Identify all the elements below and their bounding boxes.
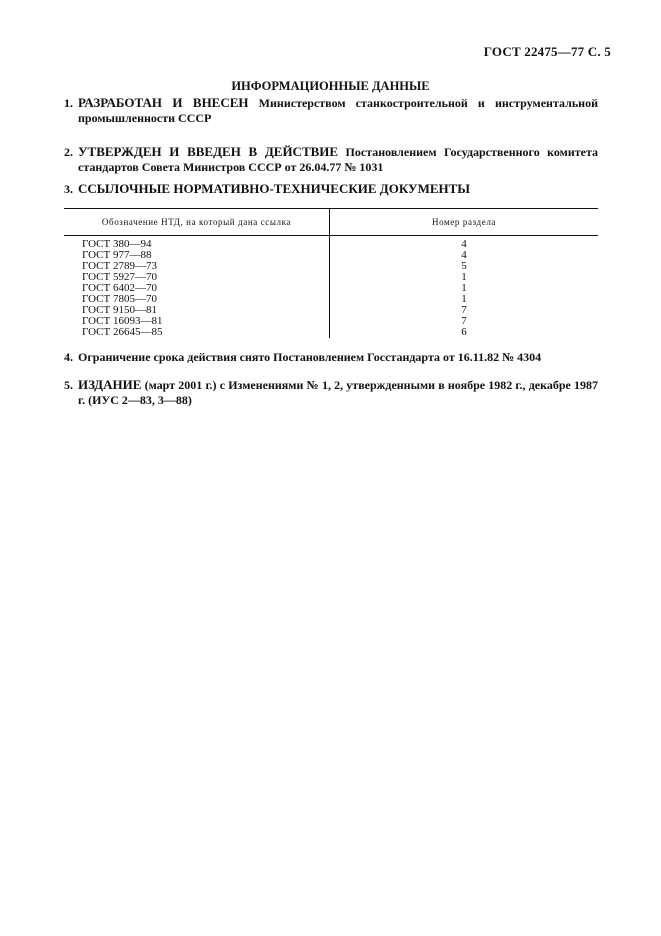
section-cell: 5 [461,260,467,272]
column-header-document: Обозначение НТД, на который дана ссылка [64,209,330,236]
section-cell: 1 [461,293,467,305]
section-number: 4. [64,350,73,364]
section-text: Постановлением Государственного комитета стандартов Совета Министров СССР от 26.04.77 № 1031 [78,145,598,174]
section-lead: ИЗДАНИЕ [78,377,142,392]
document-cell: ГОСТ 9150—81 [64,305,330,316]
table-row [64,236,598,251]
section-number: 2. [64,145,73,159]
section-validity [64,350,598,365]
document-cell: ГОСТ 2789—73 [64,261,330,272]
document-cell: ГОСТ 5927—70 [64,272,330,283]
section-cell: 1 [461,282,467,294]
section-text: Ограничение срока действия снято Постановлением Госстандарта от 16.11.82 № 4304 [78,350,542,364]
section-developed-by [64,96,598,125]
section-cell: 7 [461,315,467,327]
section-cell: 4 [461,238,467,250]
section-text: (март 2001 г.) с Изменениями № 1, 2, утвержденными в ноябре 1982 г., декабре 1987 г. (ИУС 2—83, 3—88) [78,378,598,407]
section-lead: УТВЕРЖДЕН И ВВЕДЕН В ДЕЙСТВИЕ [78,144,339,159]
document-cell: ГОСТ 977—88 [64,250,330,261]
section-cell: 4 [461,249,467,261]
section-approved [64,145,598,174]
section-number: 1. [64,96,73,110]
document-reference: ГОСТ 22475—77 С. 5 [483,44,611,59]
section-text: Министерством станкостроительной и инструментальной промышленности СССР [78,96,598,125]
page-title: ИНФОРМАЦИОННЫЕ ДАННЫЕ [231,79,430,93]
document-cell: ГОСТ 380—94 [64,236,330,251]
section-cell: 7 [461,304,467,316]
document-cell: ГОСТ 16093—81 [64,316,330,327]
section-cell: 6 [461,326,467,338]
section-edition [64,378,598,407]
section-reference-docs [64,182,598,197]
table-row [64,327,598,338]
document-cell: ГОСТ 6402—70 [64,283,330,294]
section-number: 3. [64,182,73,196]
column-header-section: Номер раздела [330,209,599,236]
section-lead: РАЗРАБОТАН И ВНЕСЕН [78,95,249,110]
reference-documents-table [64,208,598,338]
document-cell: ГОСТ 26645—85 [64,327,330,338]
document-cell: ГОСТ 7805—70 [64,294,330,305]
section-lead: ССЫЛОЧНЫЕ НОРМАТИВНО-ТЕХНИЧЕСКИЕ ДОКУМЕНТЫ [78,181,471,196]
section-cell: 1 [461,271,467,283]
section-number: 5. [64,378,73,392]
